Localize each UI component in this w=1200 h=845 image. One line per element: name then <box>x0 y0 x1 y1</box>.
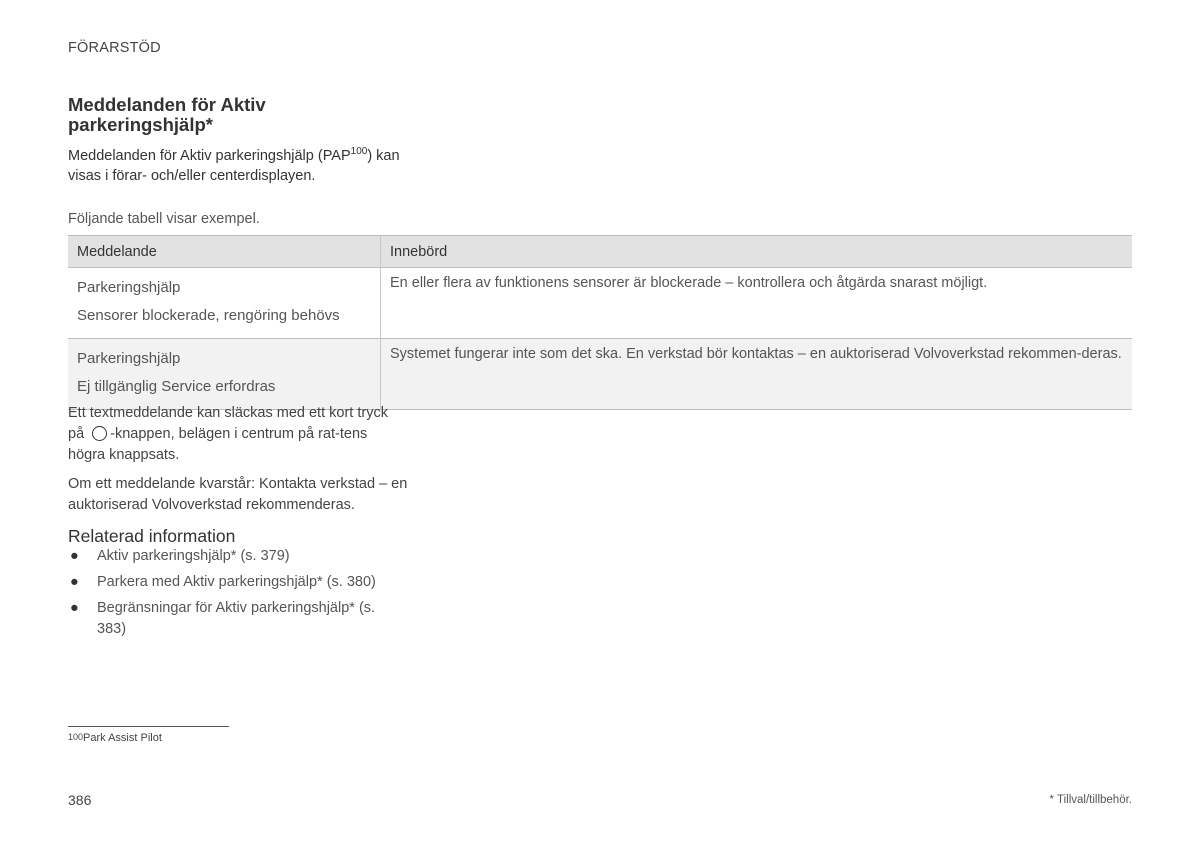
message-detail: Sensorer blockerade, rengöring behövs <box>77 307 340 324</box>
persistent-message-paragraph: Om ett meddelande kvarstår: Kontakta verkstad – en auktoriserad Volvoverkstad rekommenderas. <box>68 476 408 513</box>
messages-table <box>68 235 1132 410</box>
intro-text: Meddelanden för Aktiv parkeringshjälp (PAP <box>68 147 351 164</box>
footnote-number: 100 <box>68 732 84 742</box>
paragraph-text: Ett textmeddelande kan släckas med ett kort tryck på <box>68 405 388 442</box>
list-item[interactable] <box>68 598 408 640</box>
paragraph-text-end: -knappen, belägen i centrum på rat-tens högra knappsats. <box>68 426 368 463</box>
table-caption: Följande tabell visar exempel. <box>68 211 260 227</box>
message-title: Parkeringshjälp <box>77 350 181 367</box>
related-link[interactable]: Aktiv parkeringshjälp* (s. 379) <box>97 548 290 564</box>
list-item[interactable] <box>68 572 408 593</box>
page-title: Meddelanden för Aktiv parkeringshjälp* <box>68 94 266 135</box>
footnote-divider <box>68 726 229 727</box>
dismiss-message-paragraph <box>68 403 408 466</box>
table-row <box>68 268 1132 339</box>
table-header-row <box>68 236 1132 268</box>
page-number: 386 <box>68 792 92 808</box>
bullet-icon: ● <box>70 574 79 590</box>
intro-paragraph <box>68 142 428 186</box>
related-list <box>68 546 408 645</box>
list-item[interactable] <box>68 546 408 567</box>
bullet-icon: ● <box>70 548 79 564</box>
circle-button-icon <box>92 426 107 441</box>
section-header: FÖRARSTÖD <box>68 40 161 56</box>
message-cell <box>68 268 381 339</box>
related-link[interactable]: Parkera med Aktiv parkeringshjälp* (s. 380) <box>97 574 376 590</box>
message-cell <box>68 339 381 410</box>
related-heading: Relaterad information <box>68 526 236 546</box>
meaning-cell: Systemet fungerar inte som det ska. En verkstad bör kontaktas – en auktoriserad Volvoverkstad rekommen-deras. <box>381 339 1133 410</box>
related-link[interactable]: Begränsningar för Aktiv parkeringshjälp* (s. 383) <box>97 600 376 637</box>
footnote-text: Park Assist Pilot <box>83 732 162 744</box>
footnote-reference[interactable]: 100 <box>350 146 368 157</box>
intro-text-end: ) kan visas i förar- och/eller centerdisplayen. <box>68 147 400 184</box>
option-note: * Tillval/tillbehör. <box>1049 794 1132 806</box>
message-title: Parkeringshjälp <box>77 279 181 296</box>
meaning-cell: En eller flera av funktionens sensorer är blockerade – kontrollera och åtgärda snarast möjligt. <box>381 268 1133 339</box>
footnote <box>68 732 162 744</box>
column-header-message: Meddelande <box>68 236 381 268</box>
message-detail: Ej tillgänglig Service erfordras <box>77 378 276 395</box>
bullet-icon: ● <box>70 600 79 616</box>
table-row <box>68 339 1132 410</box>
column-header-meaning: Innebörd <box>381 236 1133 268</box>
